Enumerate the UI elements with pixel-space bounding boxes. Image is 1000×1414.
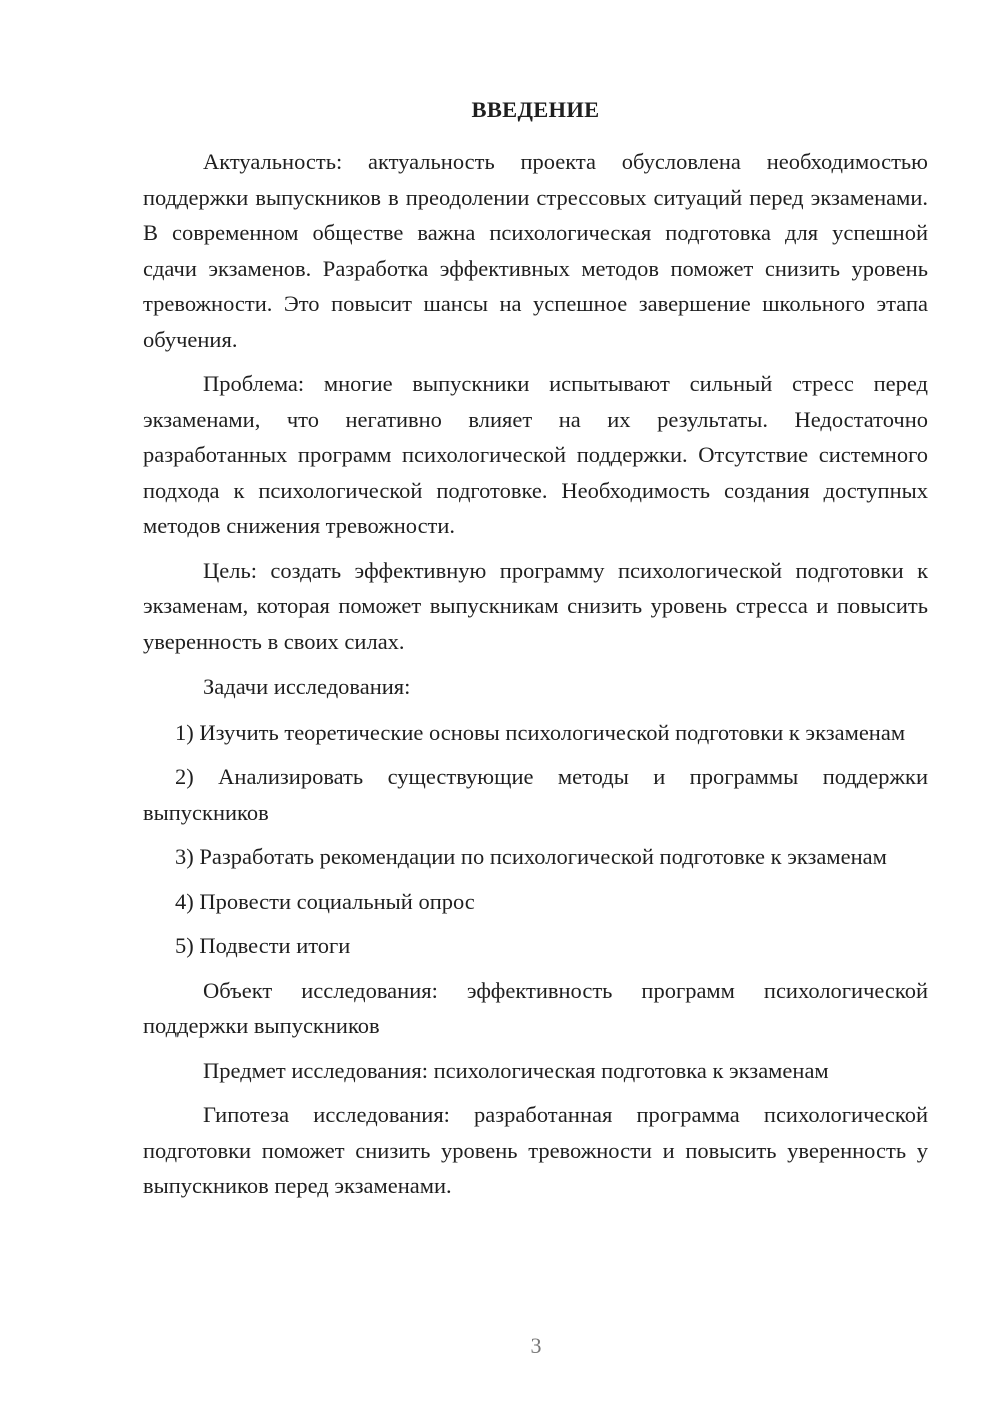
- page-number: 3: [530, 1333, 542, 1358]
- subject-paragraph: Предмет исследования: психологическая подготовка к экзаменам: [203, 1057, 829, 1083]
- problem-paragraph: Проблема: многие выпускники испытывают сильный стресс перед экзаменами, что негативно влияет на их результаты. Недостаточно разработанных программ психологической поддержки. Отсутствие системного подхода к психологической подготовке. Необходимость создания доступных методов снижения тревожности.: [143, 371, 928, 538]
- page-content: [143, 92, 928, 1213]
- task-item-1: 1) Изучить теоретические основы психологической подготовки к экзаменам: [175, 719, 906, 745]
- task-item-4: 4) Провести социальный опрос: [175, 888, 475, 914]
- tasks-heading: Задачи исследования:: [203, 674, 411, 699]
- task-item-3: 3) Разработать рекомендации по психологической подготовке к экзаменам: [175, 844, 887, 869]
- section-title: ВВЕДЕНИЕ: [471, 97, 600, 122]
- task-item-5: 5) Подвести итоги: [175, 933, 351, 958]
- relevance-paragraph: Актуальность: актуальность проекта обусловлена необходимостью поддержки выпускников в преодолении стрессовых ситуаций перед экзаменами. В современном обществе важна психологическая подготовка для успешной сдачи экзаменов. Разработка эффективных методов поможет снизить уровень тревожности. Это повысит шансы на успешное завершение школьного этапа обучения.: [143, 149, 928, 352]
- hypothesis-paragraph: Гипотеза исследования: разработанная программа психологической подготовки поможет снизить уровень тревожности и повысить уверенность у выпускников перед экзаменами.: [143, 1102, 928, 1198]
- task-item-2: 2) Анализировать существующие методы и программы поддержки выпускников: [143, 764, 928, 825]
- object-paragraph: Объект исследования: эффективность программ психологической поддержки выпускников: [143, 977, 928, 1038]
- goal-paragraph: Цель: создать эффективную программу психологической подготовки к экзаменам, которая поможет выпускникам снизить уровень стресса и повысить уверенность в своих силах.: [143, 557, 928, 654]
